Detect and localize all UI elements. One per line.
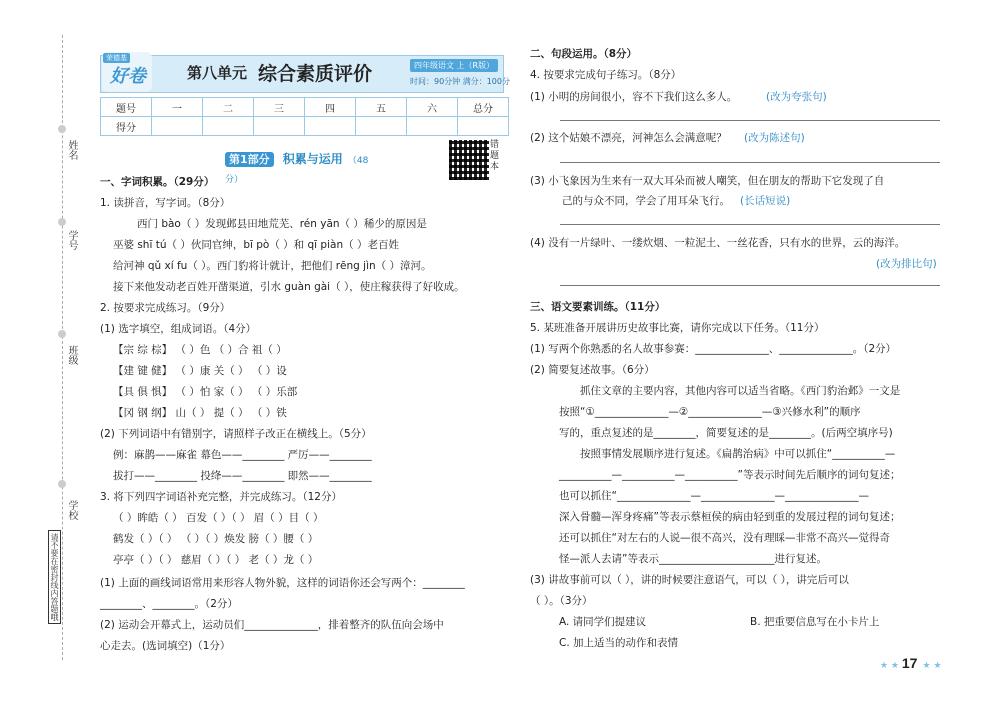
q4-4-hint: (改为排比句): [876, 258, 937, 270]
score-cell[interactable]: [407, 117, 458, 136]
q3-1: (1) 上面的画线词语常用来形容人物外貌，这样的词语你还会写两个：________: [100, 577, 465, 589]
q2-1-title: (1) 选字填空，组成词语。（4分）: [100, 323, 257, 335]
part-banner: [225, 148, 375, 185]
q1-line: 给河神 qǔ xí fu（ ）。西门豹将计就计，把他们 rēng jìn（ ）漳河。: [113, 260, 432, 272]
score-header-cell: 二: [203, 98, 254, 117]
option-b[interactable]: B. 把重要信息写在小卡片上: [750, 616, 880, 628]
score-header-cell: 六: [407, 98, 458, 117]
section-1-title: 一、字词积累。（29分）: [100, 176, 215, 188]
score-table: [100, 97, 509, 136]
score-header-cell: 总分: [458, 98, 509, 117]
q2-2-title: (2) 下列词语中有错别字，请照样子改正在横线上。（5分）: [100, 428, 372, 440]
section-2-title: 二、句段运用。（8分）: [530, 48, 638, 60]
grade-label: 班级: [66, 345, 77, 365]
q4-2-hint: (改为陈述句): [744, 132, 805, 144]
score-header-cell: 三: [254, 98, 305, 117]
q2-title: 2. 按要求完成练习。（9分）: [100, 302, 231, 314]
q3-title: 3. 将下列四字词语补充完整，并完成练习。（12分）: [100, 491, 342, 503]
star-decoration-icon: ★ ★: [922, 661, 942, 671]
brand-name: 好卷: [110, 66, 146, 87]
section-3-title: 三、语文要素训练。（11分）: [530, 301, 666, 313]
answer-line[interactable]: [560, 120, 940, 121]
q2-row: 【建 键 健】 （ ）康 关（ ） （ ）设: [113, 365, 287, 377]
score-cell[interactable]: [356, 117, 407, 136]
q4-title: 4. 按要求完成句子练习。（8分）: [530, 69, 682, 81]
q5-para: 抓住文章的主要内容，其他内容可以适当省略。《西门豹治邺》一文是: [580, 385, 901, 397]
q3-2: (2) 运动会开幕式上，运动员们______________，排着整齐的队伍向会场中: [100, 619, 444, 631]
q5-para: 还可以抓住“对左右的人说—很不高兴，没有理睬—非常不高兴—觉得奇: [559, 532, 890, 544]
score-cell[interactable]: [305, 117, 356, 136]
q3-1b: ________、________。（2分）: [100, 598, 238, 610]
q3-row: 亭亭（ ）（ ） 慈眉（ ）（ ） 老（ ）龙（ ）: [113, 554, 319, 566]
score-header-cell: 一: [152, 98, 203, 117]
page-title: 综合素质评价: [258, 63, 373, 85]
q5-para: 写的，重点复述的是________，简要复述的是________。(后两空填序号): [559, 427, 893, 439]
score-cell[interactable]: [254, 117, 305, 136]
option-a[interactable]: A. 请同学们提建议: [559, 616, 647, 628]
star-decoration-icon: ★ ★: [880, 661, 902, 671]
page-number-area: [880, 653, 942, 672]
q4-4: (4) 没有一片绿叶、一缕炊烟、一粒泥土、一丝花香，只有水的世界，云的海洋。: [530, 237, 906, 249]
page-number: 17: [901, 655, 918, 671]
binding-hole: [58, 218, 66, 226]
option-c[interactable]: C. 加上适当的动作和表情: [559, 637, 679, 649]
q2-row: 【宗 综 棕】 （ ）色 （ ）合 祖（ ）: [113, 344, 287, 356]
q2-2-row: 拔打——________ 投绛——________ 即然——________: [113, 470, 372, 482]
sealing-notice: 请不要在密封线内答题哦: [48, 530, 61, 624]
qr-code[interactable]: [449, 140, 489, 180]
q4-2: (2) 这个姑娘不漂亮，河神怎么会满意呢？: [530, 132, 727, 144]
score-header-cell: 五: [356, 98, 407, 117]
q5-para: 按照事情发展顺序进行复述。《扁鹊治病》中可以抓住“__________—: [580, 448, 896, 460]
brand-tag: 荣德基: [103, 53, 130, 63]
score-header-cell: 题号: [101, 98, 152, 117]
answer-line[interactable]: [560, 162, 940, 163]
class-label: 学号: [66, 230, 77, 250]
q4-3b: 己的与众不同，学会了用耳朵飞行。: [562, 195, 730, 207]
q5-3b: （ ）。（3分）: [530, 595, 593, 607]
q3-row: （ ）眸皓（ ） 百发（ ）（ ） 眉（ ）目（ ）: [113, 512, 324, 524]
q5-2: (2) 简要复述故事。（6分）: [530, 364, 655, 376]
q4-3a: (3) 小飞象因为生来有一双大耳朵而被人嘲笑，但在朋友的帮助下它发现了自: [530, 175, 885, 187]
score-cell[interactable]: [152, 117, 203, 136]
q5-para: 深入骨髓—浑身疼痛”等表示蔡桓侯的病由轻到重的发展过程的词句复述；: [559, 511, 901, 523]
q1-line: 接下来他发动老百姓开凿渠道，引水 guàn gài（ ），使庄稼获得了好收成。: [113, 281, 465, 293]
score-header-cell: 四: [305, 98, 356, 117]
answer-line[interactable]: [560, 285, 940, 286]
part-score: （48分）: [225, 156, 369, 185]
q5-3a: (3) 讲故事前可以（ ），讲的时候要注意语气，可以（ ），讲完后可以: [530, 574, 849, 586]
q2-row: 【冈 钢 纲】 山（ ） 提（ ） （ ）铁: [113, 407, 287, 419]
q2-2-row: 例：麻鹊——麻雀 幕色——________ 严厉——________: [113, 449, 372, 461]
q5-1: (1) 写两个你熟悉的名人故事参赛：______________、______________。（2分）: [530, 343, 897, 355]
binding-hole: [58, 480, 66, 488]
q3-2b: 心走去。(选词填空)（1分）: [100, 640, 231, 652]
part-badge: 第1部分: [225, 152, 274, 167]
answer-line[interactable]: [560, 224, 940, 225]
q3-row: 鹤发（ ）（ ） （ ）（ ）焕发 膀（ ）腰（ ）: [113, 533, 319, 545]
q5-para: 也可以抓住“______________—______________—______________—: [559, 490, 869, 502]
q5-para: __________—__________—__________”等表示时间先后顺序的词句复述；: [559, 469, 901, 481]
q1-line: 西门 bào（ ）发现邺县田地荒芜、rén yān（ ）稀少的原因是: [137, 218, 427, 230]
q5-para: 怪—派人去请”等表示______________________进行复述。: [559, 553, 827, 565]
q1-line: 巫婆 shī tú（ ）伙同官绅，bī pò（ ）和 qī piàn（ ）老百姓: [113, 239, 399, 251]
binding-hole: [58, 330, 66, 338]
score-row-label: 得分: [101, 117, 152, 136]
score-cell[interactable]: [458, 117, 509, 136]
q4-1: (1) 小明的房间很小，容不下我们这么多人。: [530, 91, 738, 103]
school-label: 学校: [66, 500, 77, 520]
score-cell[interactable]: [203, 117, 254, 136]
name-label: 姓名: [66, 140, 77, 160]
q5-para: 按照“①______________—②______________—③兴修水利”的顺序: [559, 406, 861, 418]
qr-label: 错题本: [490, 140, 500, 172]
edition-badge: 四年级语文 上（R版）: [410, 59, 498, 72]
part-title: 积累与运用: [282, 152, 343, 166]
unit-label: 第八单元: [187, 64, 248, 82]
binding-hole: [58, 125, 66, 133]
q1-title: 1. 读拼音，写字词。（8分）: [100, 197, 231, 209]
q4-3-hint: (长话短说): [740, 195, 791, 207]
q4-1-hint: (改为夸张句): [766, 91, 827, 103]
q2-row: 【具 俱 惧】 （ ）怕 家（ ） （ ）乐部: [113, 386, 298, 398]
time-score: 时间：90分钟 满分：100分: [410, 77, 510, 86]
q5-title: 5. 某班准备开展讲历史故事比赛，请你完成以下任务。（11分）: [530, 322, 825, 334]
